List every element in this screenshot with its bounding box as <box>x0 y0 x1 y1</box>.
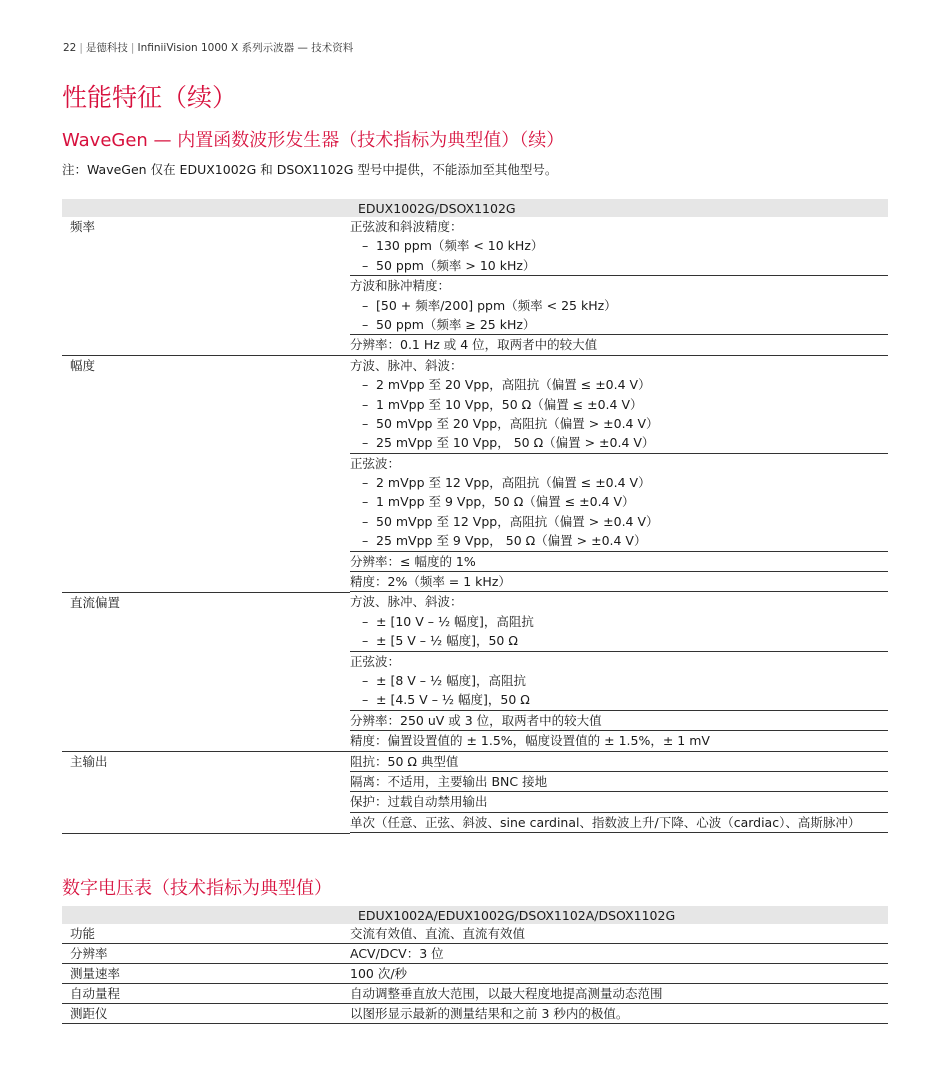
spec-line <box>350 356 888 375</box>
value-group <box>350 217 888 276</box>
parameter-label: 自动量程 <box>62 984 350 1004</box>
spec-item <box>350 512 888 531</box>
spec-text: ± [4.5 V – ½ 幅度]，50 Ω <box>376 692 530 708</box>
table-row <box>62 752 888 834</box>
parameter-value: 以图形显示最新的测量结果和之前 3 秒内的极值。 <box>350 1004 888 1024</box>
dvm-spec-table <box>62 906 888 1024</box>
table-header-blank <box>62 199 350 217</box>
spec-text: ± [5 V – ½ 幅度]，50 Ω <box>376 633 518 649</box>
list-dash: – <box>362 633 369 649</box>
spec-text: 正弦波： <box>350 653 401 669</box>
spec-text: 方波、脉冲、斜波： <box>350 357 463 373</box>
spec-text: 2 mVpp 至 12 Vpp，高阻抗（偏置 ≤ ±0.4 V） <box>376 475 651 491</box>
value-group <box>350 592 888 651</box>
spec-text: 精度：偏置设置值的 ± 1.5%，幅度设置值的 ± 1.5%，± 1 mV <box>350 733 710 749</box>
spec-item <box>350 473 888 492</box>
spec-line <box>350 711 888 730</box>
dvm-section-title: 数字电压表（技术指标为典型值） <box>62 878 332 899</box>
model-header: EDUX1002G/DSOX1102G <box>350 199 888 217</box>
list-dash: – <box>362 475 369 491</box>
spec-item <box>350 690 888 709</box>
spec-line <box>350 572 888 591</box>
parameter-values <box>350 752 888 834</box>
spec-text: 50 ppm（频率 ≥ 25 kHz） <box>376 316 536 332</box>
value-group <box>350 792 888 812</box>
spec-text: 50 mVpp 至 12 Vpp，高阻抗（偏置 > ±0.4 V） <box>376 513 659 529</box>
parameter-label: 测距仪 <box>62 1004 350 1024</box>
list-dash: – <box>362 494 369 510</box>
spec-text: 130 ppm（频率 < 10 kHz） <box>376 238 544 254</box>
list-dash: – <box>362 316 369 332</box>
value-group <box>350 552 888 572</box>
document-name: InfiniiVision 1000 X 系列示波器 — 技术资料 <box>137 42 354 54</box>
spec-text: 单次（任意、正弦、斜波、sine cardinal、指数波上升/下降、心波（cardiac）、高斯脉冲） <box>350 814 861 830</box>
table-row <box>62 356 888 593</box>
spec-item <box>350 395 888 414</box>
spec-text: ± [10 V – ½ 幅度]，高阻抗 <box>376 613 534 629</box>
value-group <box>350 335 888 355</box>
spec-line <box>350 335 888 354</box>
parameter-value: 交流有效值、直流、直流有效值 <box>350 924 888 944</box>
table-row <box>62 964 888 984</box>
spec-item <box>350 433 888 452</box>
parameter-values <box>350 592 888 751</box>
spec-text: 正弦波和斜波精度： <box>350 219 463 234</box>
spec-text: ± [8 V – ½ 幅度]，高阻抗 <box>376 672 526 688</box>
spec-item <box>350 296 888 315</box>
list-dash: – <box>362 435 369 451</box>
spec-text: 25 mVpp 至 9 Vpp， 50 Ω（偏置 > ±0.4 V） <box>376 533 647 549</box>
value-group <box>350 731 888 751</box>
wavegen-note: 注：WaveGen 仅在 EDUX1002G 和 DSOX1102G 型号中提供，不能添加至其他型号。 <box>62 162 558 177</box>
spec-text: 精度：2%（频率 = 1 kHz） <box>350 574 511 590</box>
spec-item <box>350 492 888 511</box>
parameter-label: 直流偏置 <box>62 592 350 751</box>
table-row <box>62 217 888 356</box>
spec-text: 隔离：不适用，主要输出 BNC 接地 <box>350 773 548 789</box>
spec-item <box>350 671 888 690</box>
spec-text: 分辨率：≤ 幅度的 1% <box>350 553 476 569</box>
spec-line <box>350 813 888 832</box>
company-name: 是德科技 <box>85 42 128 54</box>
value-group <box>350 276 888 335</box>
spec-line <box>350 592 888 611</box>
value-group <box>350 813 888 833</box>
spec-item <box>350 631 888 650</box>
parameter-values <box>350 356 888 593</box>
list-dash: – <box>362 377 369 393</box>
parameter-label: 频率 <box>62 217 350 356</box>
page-title: 性能特征（续） <box>62 83 238 112</box>
list-dash: – <box>362 513 369 529</box>
spec-line <box>350 792 888 811</box>
spec-text: 25 mVpp 至 10 Vpp， 50 Ω（偏置 > ±0.4 V） <box>376 435 655 451</box>
value-group <box>350 454 888 552</box>
parameter-value: ACV/DCV：3 位 <box>350 944 888 964</box>
value-group <box>350 356 888 454</box>
parameter-label: 主输出 <box>62 752 350 834</box>
list-dash: – <box>362 415 369 431</box>
parameter-label: 分辨率 <box>62 944 350 964</box>
spec-text: 保护：过载自动禁用输出 <box>350 794 488 810</box>
spec-line <box>350 217 888 236</box>
spec-line <box>350 772 888 791</box>
parameter-values <box>350 217 888 356</box>
value-group <box>350 711 888 731</box>
value-group <box>350 752 888 772</box>
parameter-label: 功能 <box>62 924 350 944</box>
spec-text: [50 + 频率/200] ppm（频率 < 25 kHz） <box>376 297 617 313</box>
wavegen-section-title: WaveGen — 内置函数波形发生器（技术指标为典型值）（续） <box>62 130 565 151</box>
spec-text: 2 mVpp 至 20 Vpp，高阻抗（偏置 ≤ ±0.4 V） <box>376 377 651 393</box>
spec-item <box>350 256 888 275</box>
table-row <box>62 924 888 944</box>
spec-item <box>350 315 888 334</box>
table-row <box>62 1004 888 1024</box>
spec-text: 方波、脉冲、斜波： <box>350 594 463 610</box>
spec-line <box>350 552 888 571</box>
list-dash: – <box>362 533 369 549</box>
spec-line <box>350 652 888 671</box>
table-row <box>62 592 888 751</box>
spec-item <box>350 375 888 394</box>
table-header-blank <box>62 906 350 924</box>
list-dash: – <box>362 257 369 273</box>
list-dash: – <box>362 297 369 313</box>
spec-text: 分辨率：250 uV 或 3 位，取两者中的较大值 <box>350 712 602 728</box>
page-number: 22 <box>63 42 77 54</box>
value-group <box>350 772 888 792</box>
spec-item <box>350 236 888 255</box>
parameter-label: 幅度 <box>62 356 350 593</box>
wavegen-spec-table <box>62 199 888 834</box>
list-dash: – <box>362 672 369 688</box>
table-row <box>62 984 888 1004</box>
list-dash: – <box>362 396 369 412</box>
list-dash: – <box>362 613 369 629</box>
spec-text: 50 ppm（频率 > 10 kHz） <box>376 257 536 273</box>
spec-line <box>350 752 888 771</box>
parameter-value: 100 次/秒 <box>350 964 888 984</box>
page-header: 22 | 是德科技 | InfiniiVision 1000 X 系列示波器 — 技术资料 <box>63 42 354 54</box>
spec-line <box>350 454 888 473</box>
spec-text: 50 mVpp 至 20 Vpp，高阻抗（偏置 > ±0.4 V） <box>376 415 659 431</box>
value-group <box>350 572 888 592</box>
list-dash: – <box>362 692 369 708</box>
spec-item <box>350 531 888 550</box>
parameter-label: 测量速率 <box>62 964 350 984</box>
spec-text: 1 mVpp 至 9 Vpp，50 Ω（偏置 ≤ ±0.4 V） <box>376 494 635 510</box>
spec-item <box>350 612 888 631</box>
parameter-value: 自动调整垂直放大范围，以最大程度地提高测量动态范围 <box>350 984 888 1004</box>
spec-text: 分辨率：0.1 Hz 或 4 位，取两者中的较大值 <box>350 337 598 353</box>
spec-text: 方波和脉冲精度： <box>350 278 451 294</box>
spec-line <box>350 276 888 295</box>
model-header: EDUX1002A/EDUX1002G/DSOX1102A/DSOX1102G <box>350 906 888 924</box>
table-row <box>62 944 888 964</box>
list-dash: – <box>362 238 369 254</box>
spec-text: 1 mVpp 至 10 Vpp，50 Ω（偏置 ≤ ±0.4 V） <box>376 396 643 412</box>
spec-line <box>350 731 888 750</box>
spec-item <box>350 414 888 433</box>
spec-text: 阻抗：50 Ω 典型值 <box>350 753 459 769</box>
value-group <box>350 652 888 711</box>
spec-text: 正弦波： <box>350 455 401 471</box>
